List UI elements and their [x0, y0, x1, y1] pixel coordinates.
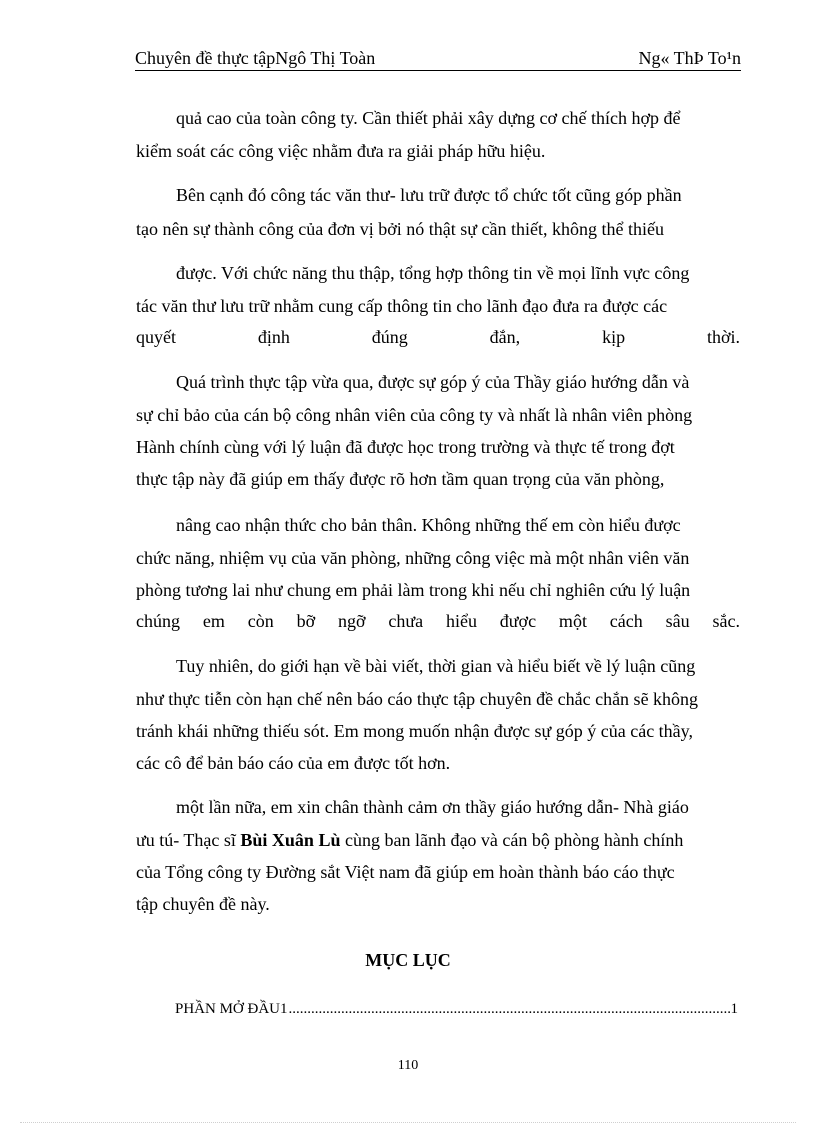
text-line: phòng tương lai như chung em phải làm trong khi nếu chỉ nghiên cứu lý luận — [136, 580, 691, 600]
toc-entry-page: 1 — [730, 1001, 738, 1017]
text-line: kiểm soát các công việc nhằm đưa ra giải pháp hữu hiệu. — [136, 141, 546, 161]
text-line: tránh khái những thiếu sót. Em mong muốn nhận được sự góp ý của các thầy, — [136, 721, 694, 741]
text-line — [136, 830, 740, 851]
page-header — [135, 48, 741, 71]
text-line: Hành chính cùng với lý luận đã được học trong trường và thực tế trong đợt — [136, 437, 675, 457]
text-line: chúng em còn bỡ ngỡ chưa hiểu được một cách sâu sắc. — [136, 611, 740, 631]
text-line: các cô để bản báo cáo của em được tốt hơn. — [136, 753, 451, 773]
text-line: tập chuyên đề này. — [136, 894, 270, 914]
toc-heading: MỤC LỤC — [365, 950, 451, 970]
toc-entry-title: PHẦN MỞ ĐẦU1 — [175, 1001, 288, 1017]
text-line: như thực tiễn còn hạn chế nên báo cáo thực tập chuyên đề chắc chắn sẽ không — [136, 689, 699, 709]
text-line: quả cao của toàn công ty. Cần thiết phải xây dựng cơ chế thích hợp để — [176, 108, 681, 128]
advisor-name: Bùi Xuân Lù — [240, 830, 341, 850]
toc-leader-dots — [289, 1001, 730, 1018]
text-run: ưu tú- Thạc sĩ — [136, 830, 241, 850]
text-line: của Tổng công ty Đường sắt Việt nam đã giúp em hoàn thành báo cáo thực — [136, 862, 675, 882]
text-line: sự chỉ bảo của cán bộ công nhân viên của công ty và nhất là nhân viên phòng — [136, 405, 693, 425]
text-line: Quá trình thực tập vừa qua, được sự góp ý của Thầy giáo hướng dẫn và — [176, 372, 690, 392]
text-line: được. Với chức năng thu thập, tổng hợp thông tin về mọi lĩnh vực công — [176, 263, 690, 283]
page-number: 110 — [397, 1058, 419, 1073]
header-right-author: Ng« ThÞ To¹n — [638, 48, 741, 68]
text-line: Tuy nhiên, do giới hạn về bài viết, thời gian và hiểu biết về lý luận cũng — [176, 656, 696, 676]
text-line: quyết định đúng đắn, kịp thời. — [136, 327, 740, 347]
text-line: chức năng, nhiệm vụ của văn phòng, những công việc mà một nhân viên văn — [136, 548, 690, 568]
toc-entry[interactable] — [175, 1001, 738, 1018]
text-run: cùng ban lãnh đạo và cán bộ phòng hành chính — [340, 830, 684, 850]
text-line: một lần nữa, em xin chân thành cảm ơn thầy giáo hướng dẫn- Nhà giáo — [176, 797, 689, 817]
header-left-title: Chuyên đề thực tậpNgô Thị Toàn — [135, 48, 376, 68]
text-line: thực tập này đã giúp em thấy được rõ hơn tầm quan trọng của văn phòng, — [136, 469, 665, 489]
text-line: nâng cao nhận thức cho bản thân. Không những thế em còn hiểu được — [176, 515, 681, 535]
text-line: tác văn thư lưu trữ nhằm cung cấp thông tin cho lãnh đạo đưa ra được các — [136, 296, 668, 316]
text-line: tạo nên sự thành công của đơn vị bởi nó thật sự cần thiết, không thể thiếu — [136, 219, 664, 239]
text-line: Bên cạnh đó công tác văn thư- lưu trữ được tổ chức tốt cũng góp phần — [176, 185, 682, 205]
